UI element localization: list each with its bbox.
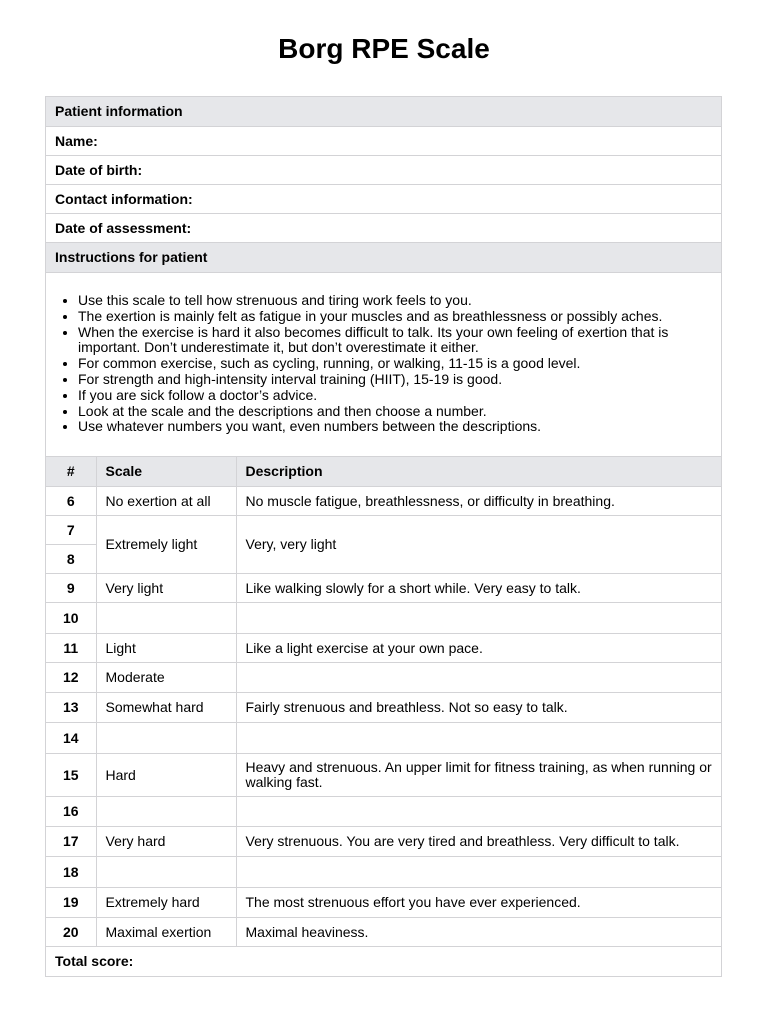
rpe-scale: No exertion at all [96,487,236,516]
rpe-description: Very, very light [236,516,721,574]
rpe-scale [96,603,236,634]
rpe-scale: Very light [96,574,236,603]
table-row [46,797,721,827]
rpe-number: 6 [46,487,96,516]
table-row [46,888,721,918]
rpe-scale: Hard [96,754,236,797]
instruction-item: • For common exercise, such as cycling, running, or walking, 11-15 is a good level. [78,356,711,372]
rpe-description: Like walking slowly for a short while. Very easy to talk. [236,574,721,603]
header-description: Description [236,457,721,487]
rpe-scale: Extremely hard [96,888,236,918]
rpe-description: No muscle fatigue, breathlessness, or difficulty in breathing. [236,487,721,516]
rpe-description: The most strenuous effort you have ever experienced. [236,888,721,918]
rpe-number: 18 [46,857,96,888]
rpe-description [236,603,721,634]
rpe-form [45,96,722,977]
assessment-date-field: Date of assessment: [46,214,721,243]
rpe-number: 15 [46,754,96,797]
instruction-item: • The exertion is mainly felt as fatigue in your muscles and as breathlessness or possibly aches. [78,309,711,325]
rpe-number: 17 [46,827,96,857]
rpe-description: Heavy and strenuous. An upper limit for fitness training, as when running or walking fast. [236,754,721,797]
header-scale: Scale [96,457,236,487]
rpe-number: 19 [46,888,96,918]
table-row [46,487,721,516]
rpe-description [236,723,721,754]
rpe-scale: Light [96,634,236,663]
name-field: Name: [46,127,721,156]
table-row [46,754,721,797]
table-row [46,603,721,634]
rpe-number: 20 [46,918,96,947]
rpe-scale: Extremely light [96,516,236,574]
rpe-number: 8 [46,545,96,574]
rpe-scale [96,797,236,827]
rpe-scale: Somewhat hard [96,693,236,723]
instruction-item: • Look at the scale and the descriptions and then choose a number. [78,404,711,420]
table-row [46,663,721,693]
header-number: # [46,457,96,487]
total-score-field: Total score: [55,953,134,969]
rpe-description: Maximal heaviness. [236,918,721,947]
rpe-description [236,857,721,888]
rpe-scale: Maximal exertion [96,918,236,947]
instructions-header: Instructions for patient [46,243,721,273]
table-row [46,918,721,947]
patient-info-header: Patient information [46,97,721,127]
table-row [46,693,721,723]
instruction-item: • Use this scale to tell how strenuous and tiring work feels to you. [78,293,711,309]
rpe-number: 11 [46,634,96,663]
rpe-number: 12 [46,663,96,693]
rpe-scale: Moderate [96,663,236,693]
table-row [46,516,721,545]
instruction-item: • Use whatever numbers you want, even numbers between the descriptions. [78,419,711,435]
rpe-description: Very strenuous. You are very tired and breathless. Very difficult to talk. [236,827,721,857]
table-header-row [46,457,721,487]
table-row [46,827,721,857]
instruction-item: • If you are sick follow a doctor’s advice. [78,388,711,404]
rpe-number: 9 [46,574,96,603]
rpe-description [236,797,721,827]
rpe-number: 10 [46,603,96,634]
rpe-description [236,663,721,693]
table-row [46,574,721,603]
instructions-section [46,273,721,457]
rpe-number: 7 [46,516,96,545]
rpe-table [46,457,721,947]
table-row [46,723,721,754]
rpe-description: Like a light exercise at your own pace. [236,634,721,663]
rpe-description: Fairly strenuous and breathless. Not so easy to talk. [236,693,721,723]
rpe-number: 14 [46,723,96,754]
instruction-item: • For strength and high-intensity interval training (HIIT), 15-19 is good. [78,372,711,388]
instruction-item: • When the exercise is hard it also becomes difficult to talk. Its your own feeling of exertion that is important. Don’t underestimate it, but don’t overestimate it either. [78,325,711,357]
instructions-list [46,293,721,435]
table-row [46,857,721,888]
dob-field: Date of birth: [46,156,721,185]
table-row [46,634,721,663]
rpe-scale [96,857,236,888]
rpe-scale [96,723,236,754]
rpe-number: 16 [46,797,96,827]
rpe-scale: Very hard [96,827,236,857]
page-title: Borg RPE Scale [278,33,490,64]
rpe-number: 13 [46,693,96,723]
contact-field: Contact information: [46,185,721,214]
